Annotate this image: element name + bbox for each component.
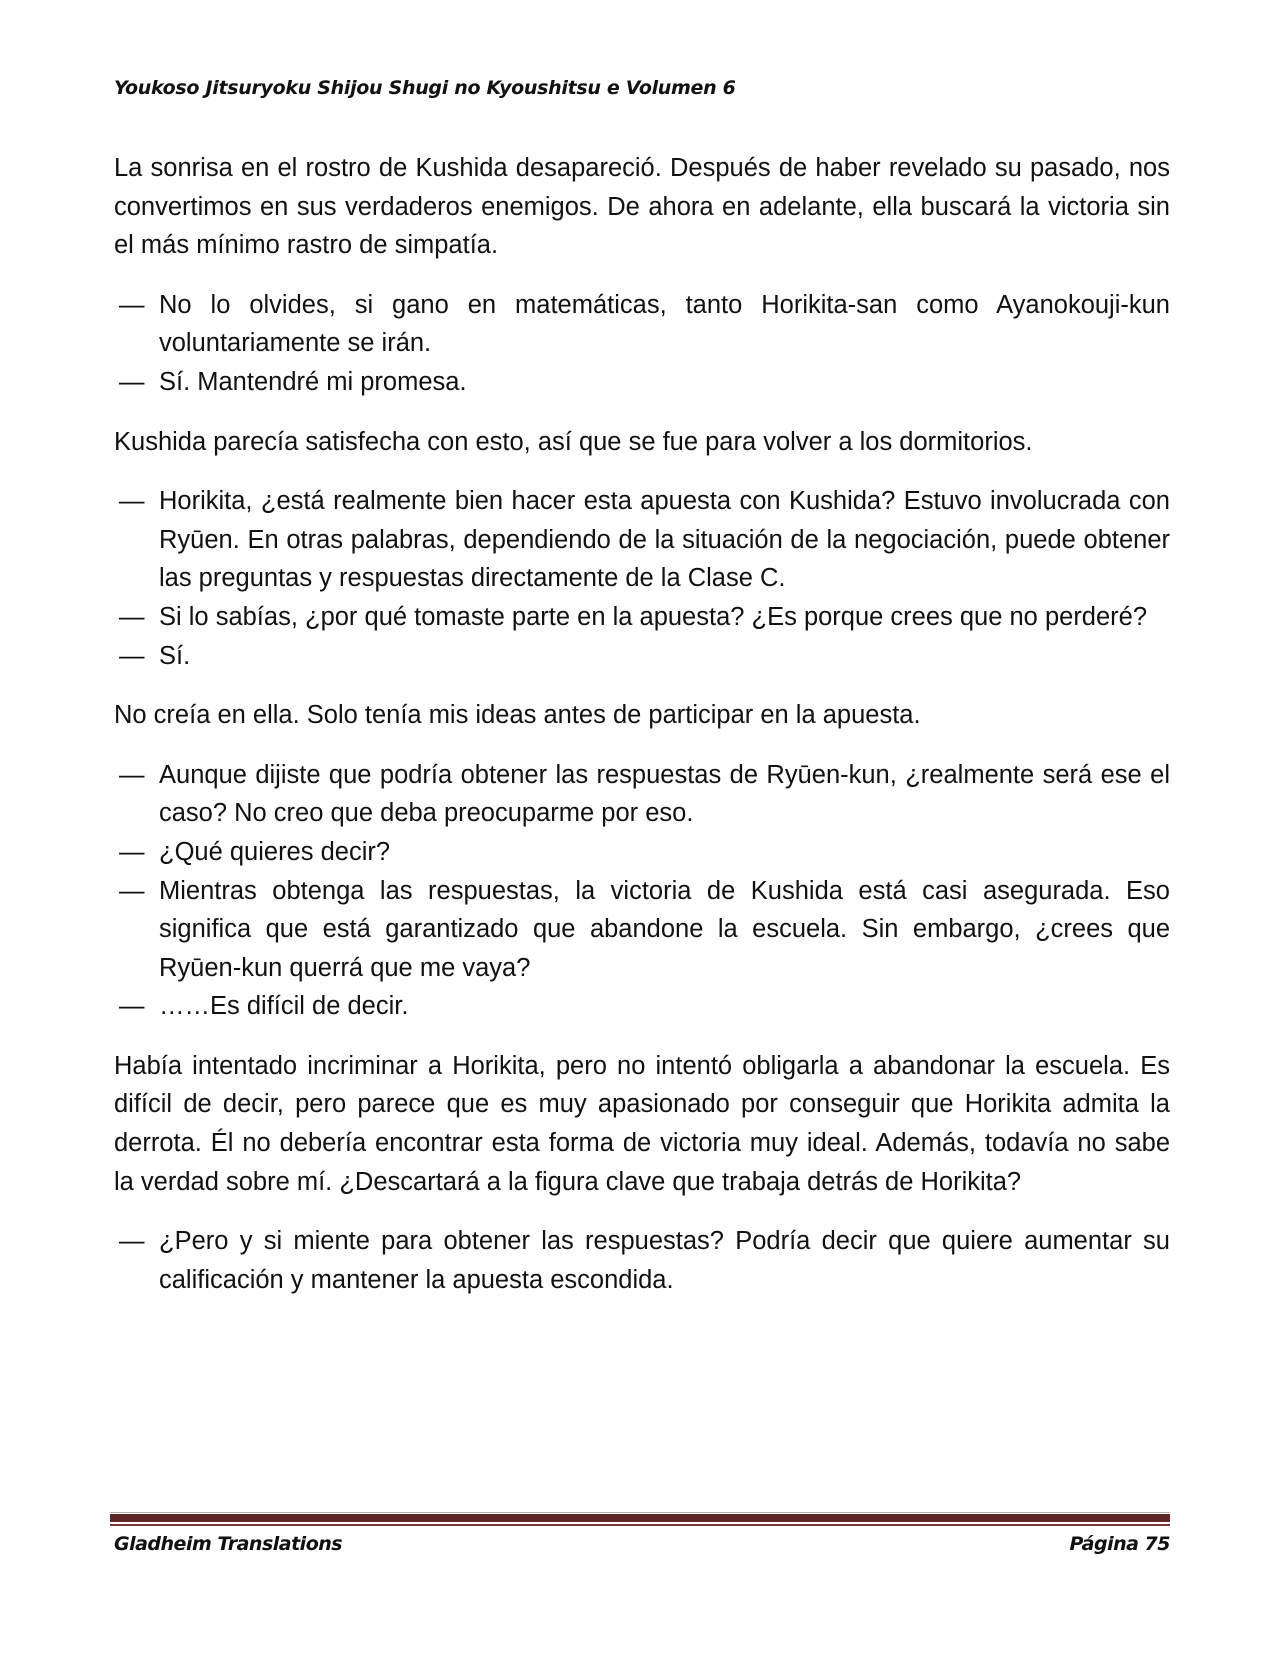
narration-paragraph: Había intentado incriminar a Horikita, pero no intentó obligarla a abandonar la escuela. Es difícil de decir, pero parece que es muy apasionado por conseguir que Horikita admita la derrota. Él no debería encontrar esta forma de victoria muy ideal. Además, todavía no sabe la verdad sobre mí. ¿Descartará a la figura clave que trabaja detrás de Horikita?	[114, 1051, 1170, 1196]
dialogue-line: — Sí. Mantendré mi promesa.	[114, 363, 1170, 402]
footer-rule-thin-bottom	[110, 1524, 1170, 1526]
dialogue-group	[114, 756, 1170, 1026]
dialogue-line: — Mientras obtenga las respuestas, la victoria de Kushida está casi asegurada. Eso significa que está garantizado que abandone la escuela. Sin embargo, ¿crees que Ryūen-kun querrá que me vaya?	[114, 872, 1170, 988]
dialogue-dash: —	[119, 290, 145, 319]
footer-rule-thin-top	[110, 1512, 1170, 1513]
dialogue-line: — Horikita, ¿está realmente bien hacer esta apuesta con Kushida? Estuvo involucrada con Ryūen. En otras palabras, dependiendo de la situación de la negociación, puede obtener las preguntas y respuestas directamente de la Clase C.	[114, 482, 1170, 598]
narration-paragraph: La sonrisa en el rostro de Kushida desapareció. Después de haber revelado su pasado, nos convertimos en sus verdaderos enemigos. De ahora en adelante, ella buscará la victoria sin el más mínimo rastro de simpatía.	[114, 154, 1170, 260]
footer-rule	[110, 1514, 1170, 1522]
narration-paragraph: Kushida parecía satisfecha con esto, así que se fue para volver a los dormitorios.	[114, 427, 1033, 456]
footer-translator-credit: Gladheim Translations	[114, 1533, 343, 1555]
dialogue-group	[114, 482, 1170, 675]
dialogue-dash: —	[119, 992, 145, 1021]
dialogue-group	[114, 286, 1170, 402]
dialogue-line: — No lo olvides, si gano en matemáticas, tanto Horikita-san como Ayanokouji-kun voluntariamente se irán.	[114, 286, 1170, 363]
dialogue-dash: —	[119, 487, 145, 516]
dialogue-line: — ¿Pero y si miente para obtener las respuestas? Podría decir que quiere aumentar su calificación y mantener la apuesta escondida.	[114, 1222, 1170, 1299]
dialogue-dash: —	[119, 367, 145, 396]
dialogue-group	[114, 1222, 1170, 1299]
dialogue-line: — ……Es difícil de decir.	[114, 987, 1170, 1026]
dialogue-line: — Si lo sabías, ¿por qué tomaste parte en la apuesta? ¿Es porque crees que no perderé?	[114, 598, 1170, 637]
page-body	[114, 149, 1170, 1320]
narration-paragraph: No creía en ella. Solo tenía mis ideas antes de participar en la apuesta.	[114, 701, 921, 730]
dialogue-dash: —	[119, 760, 145, 789]
dialogue-dash: —	[119, 1227, 145, 1256]
dialogue-dash: —	[119, 876, 145, 905]
dialogue-line: — Sí.	[114, 637, 1170, 676]
dialogue-dash: —	[119, 602, 145, 631]
dialogue-line: — Aunque dijiste que podría obtener las respuestas de Ryūen-kun, ¿realmente será ese el caso? No creo que deba preocuparme por eso.	[114, 756, 1170, 833]
dialogue-line: — ¿Qué quieres decir?	[114, 833, 1170, 872]
running-header-title: Youkoso Jitsuryoku Shijou Shugi no Kyoushitsu e Volumen 6	[114, 77, 736, 99]
dialogue-dash: —	[119, 837, 145, 866]
footer-page-number: Página 75	[1069, 1533, 1170, 1555]
dialogue-dash: —	[119, 641, 145, 670]
